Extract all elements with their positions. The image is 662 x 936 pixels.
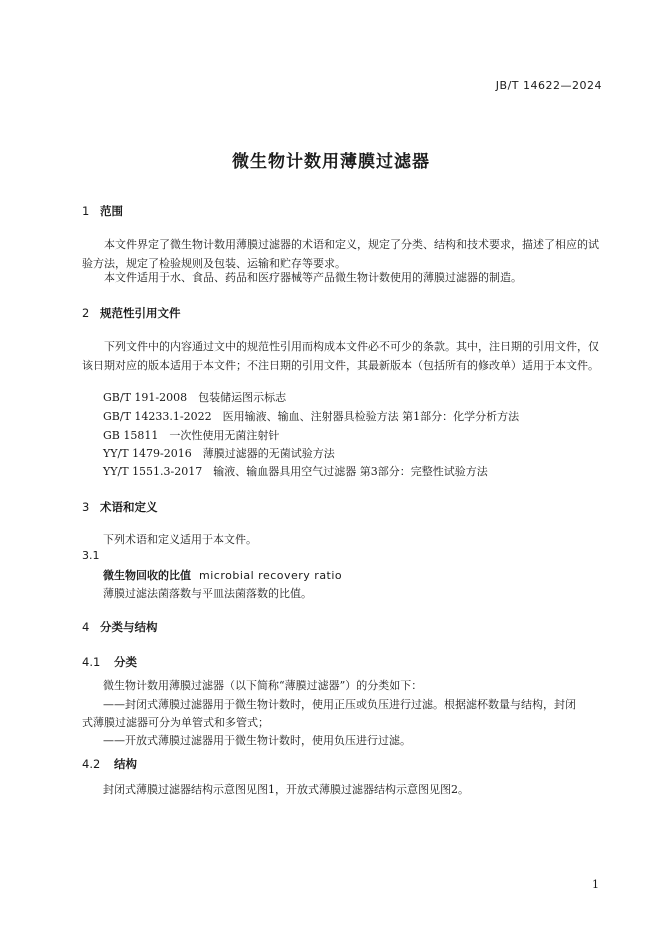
section-3-intro: 下列术语和定义适用于本文件。 <box>103 533 257 546</box>
reference-item: YY/T 1479-2016 薄膜过滤器的无菌试验方法 <box>103 447 335 460</box>
section-title: 术语和定义 <box>100 500 158 514</box>
classification-line: ——封闭式薄膜过滤器用于微生物计数时，使用正压或负压进行过滤。根据滤杯数量与结构，封闭 <box>103 698 576 711</box>
classification-line: 微生物计数用薄膜过滤器（以下简称“薄膜过滤器”）的分类如下： <box>103 679 423 692</box>
classification-line: 式薄膜过滤器可分为单管式和多管式； <box>82 716 269 729</box>
reference-item: GB/T 191-2008 包装储运图示标志 <box>103 391 287 404</box>
reference-item: GB/T 14233.1-2022 医用输液、输血、注射器具检验方法 第1部分：化学分析方法 <box>103 410 520 423</box>
subsection-title: 结构 <box>114 757 137 771</box>
term-definition: 薄膜过滤法菌落数与平皿法菌落数的比值。 <box>103 587 312 600</box>
section-title: 规范性引用文件 <box>100 306 181 320</box>
section-number: 4 <box>82 620 90 634</box>
structure-line: 封闭式薄膜过滤器结构示意图见图1，开放式薄膜过滤器结构示意图见图2。 <box>103 783 469 796</box>
term-english: microbial recovery ratio <box>199 569 343 582</box>
section-number: 2 <box>82 306 90 320</box>
section-3-heading <box>82 499 158 515</box>
section-2-intro: 下列文件中的内容通过文中的规范性引用而构成本文件必不可少的条款。其中，注日期的引用文件，仅该日期对应的版本适用于本文件；不注日期的引用文件，其最新版本（包括所有的修改单）适用于本文件。 <box>82 340 599 372</box>
subsection-number: 4.2 <box>82 757 101 771</box>
subsection-title: 分类 <box>114 655 137 669</box>
section-number: 1 <box>82 204 90 218</box>
section-2-heading <box>82 305 181 321</box>
section-1-heading <box>82 203 123 219</box>
subsection-4-2-heading <box>82 756 137 772</box>
section-1-paragraph-1: 本文件界定了微生物计数用薄膜过滤器的术语和定义，规定了分类、结构和技术要求，描述了相应的试验方法，规定了检验规则及包装、运输和贮存等要求。 <box>82 238 599 270</box>
section-title: 范围 <box>100 204 123 218</box>
term-entry <box>103 567 342 583</box>
section-4-heading <box>82 619 158 635</box>
reference-item: YY/T 1551.3-2017 输液、输血器具用空气过滤器 第3部分：完整性试验方法 <box>103 465 488 478</box>
section-title: 分类与结构 <box>100 620 158 634</box>
subsection-number: 4.1 <box>82 655 101 669</box>
term-chinese: 微生物回收的比值 <box>103 569 191 582</box>
reference-item: GB 15811 一次性使用无菌注射针 <box>103 429 280 442</box>
section-1-paragraph-2: 本文件适用于水、食品、药品和医疗器械等产品微生物计数使用的薄膜过滤器的制造。 <box>104 271 522 284</box>
classification-line: ——开放式薄膜过滤器用于微生物计数时，使用负压进行过滤。 <box>103 734 411 747</box>
section-number: 3 <box>82 500 90 514</box>
document-title: 微生物计数用薄膜过滤器 <box>232 152 430 172</box>
page-number: 1 <box>592 878 599 891</box>
standard-number: JB/T 14622—2024 <box>495 79 602 92</box>
term-number: 3.1 <box>82 549 100 562</box>
subsection-4-1-heading <box>82 654 137 670</box>
